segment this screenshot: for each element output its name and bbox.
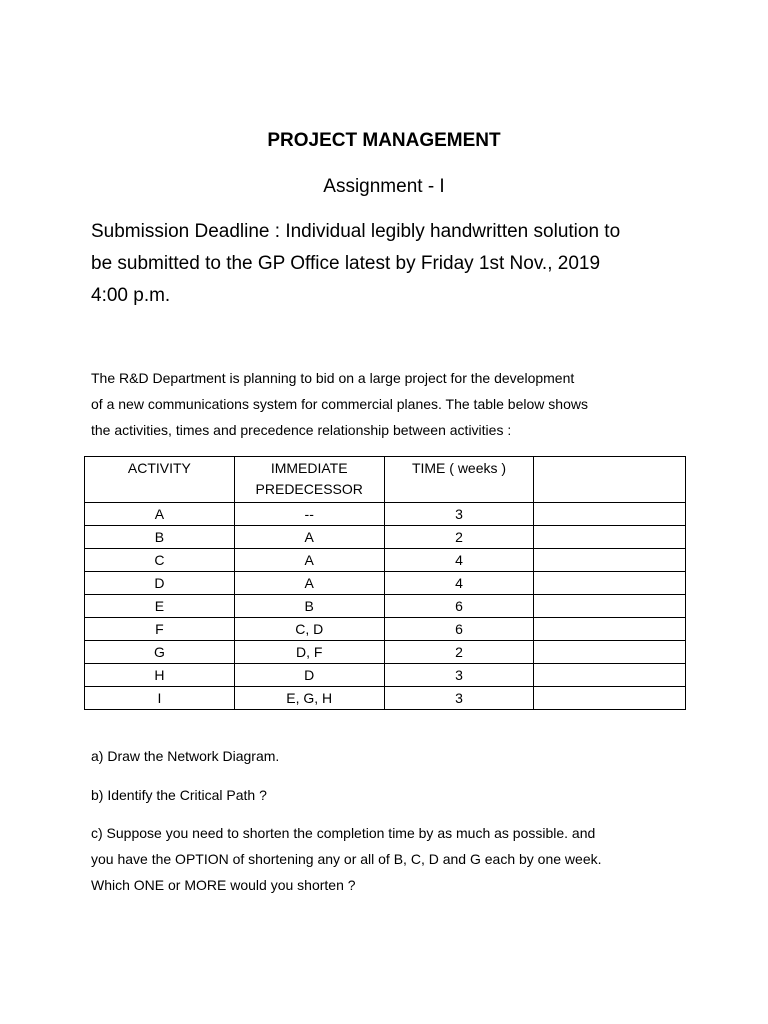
cell-activity: B <box>85 526 235 549</box>
question-c-line-3: Which ONE or MORE would you shorten ? <box>91 877 356 893</box>
table-row <box>85 572 686 595</box>
cell-predecessor: A <box>234 549 384 572</box>
cell-time: 3 <box>384 687 534 710</box>
table-row <box>85 687 686 710</box>
table-row <box>85 503 686 526</box>
cell-activity: D <box>85 572 235 595</box>
question-a: a) Draw the Network Diagram. <box>91 748 280 764</box>
cell-predecessor: D <box>234 664 384 687</box>
cell-activity: C <box>85 549 235 572</box>
activity-table <box>84 456 686 710</box>
cell-predecessor: A <box>234 526 384 549</box>
table-row <box>85 664 686 687</box>
question-c <box>91 820 686 898</box>
cell-activity: G <box>85 641 235 664</box>
table-row <box>85 549 686 572</box>
cell-time: 3 <box>384 503 534 526</box>
intro-line-3: the activities, times and precedence relationship between activities : <box>91 422 512 438</box>
deadline-line-2: be submitted to the GP Office latest by Friday 1st Nov., 2019 <box>91 253 601 274</box>
header-time: TIME ( weeks ) <box>384 457 534 503</box>
deadline-line-3: 4:00 p.m. <box>91 285 171 306</box>
cell-time: 2 <box>384 641 534 664</box>
submission-deadline <box>91 216 691 312</box>
cell-time: 3 <box>384 664 534 687</box>
cell-extra <box>534 595 686 618</box>
table-row <box>85 641 686 664</box>
cell-extra <box>534 664 686 687</box>
cell-extra <box>534 572 686 595</box>
table-row <box>85 618 686 641</box>
cell-activity: A <box>85 503 235 526</box>
cell-predecessor: -- <box>234 503 384 526</box>
header-extra <box>534 457 686 503</box>
cell-extra <box>534 618 686 641</box>
question-c-line-1: c) Suppose you need to shorten the completion time by as much as possible. and <box>91 825 596 841</box>
cell-predecessor: A <box>234 572 384 595</box>
cell-extra <box>534 687 686 710</box>
cell-predecessor: C, D <box>234 618 384 641</box>
header-predecessor <box>234 457 384 503</box>
cell-extra <box>534 503 686 526</box>
cell-time: 6 <box>384 595 534 618</box>
cell-activity: E <box>85 595 235 618</box>
deadline-line-1: Submission Deadline : Individual legibly handwritten solution to <box>91 221 621 242</box>
cell-time: 6 <box>384 618 534 641</box>
cell-extra <box>534 526 686 549</box>
cell-extra <box>534 641 686 664</box>
table-row <box>85 595 686 618</box>
intro-line-2: of a new communications system for commercial planes. The table below shows <box>91 396 588 412</box>
question-b: b) Identify the Critical Path ? <box>91 787 267 803</box>
table-row <box>85 526 686 549</box>
cell-activity: F <box>85 618 235 641</box>
cell-predecessor: E, G, H <box>234 687 384 710</box>
cell-predecessor: B <box>234 595 384 618</box>
cell-activity: I <box>85 687 235 710</box>
table-header-row <box>85 457 686 503</box>
cell-time: 4 <box>384 549 534 572</box>
cell-extra <box>534 549 686 572</box>
cell-time: 4 <box>384 572 534 595</box>
header-predecessor-line-2: PREDECESSOR <box>255 481 363 497</box>
header-activity: ACTIVITY <box>85 457 235 503</box>
cell-activity: H <box>85 664 235 687</box>
problem-intro <box>91 365 686 443</box>
cell-time: 2 <box>384 526 534 549</box>
cell-predecessor: D, F <box>234 641 384 664</box>
question-c-line-2: you have the OPTION of shortening any or all of B, C, D and G each by one week. <box>91 851 602 867</box>
intro-line-1: The R&D Department is planning to bid on a large project for the development <box>91 370 575 386</box>
header-predecessor-line-1: IMMEDIATE <box>270 460 348 476</box>
page-title: PROJECT MANAGEMENT <box>267 130 501 151</box>
assignment-subtitle: Assignment - I <box>323 176 445 197</box>
